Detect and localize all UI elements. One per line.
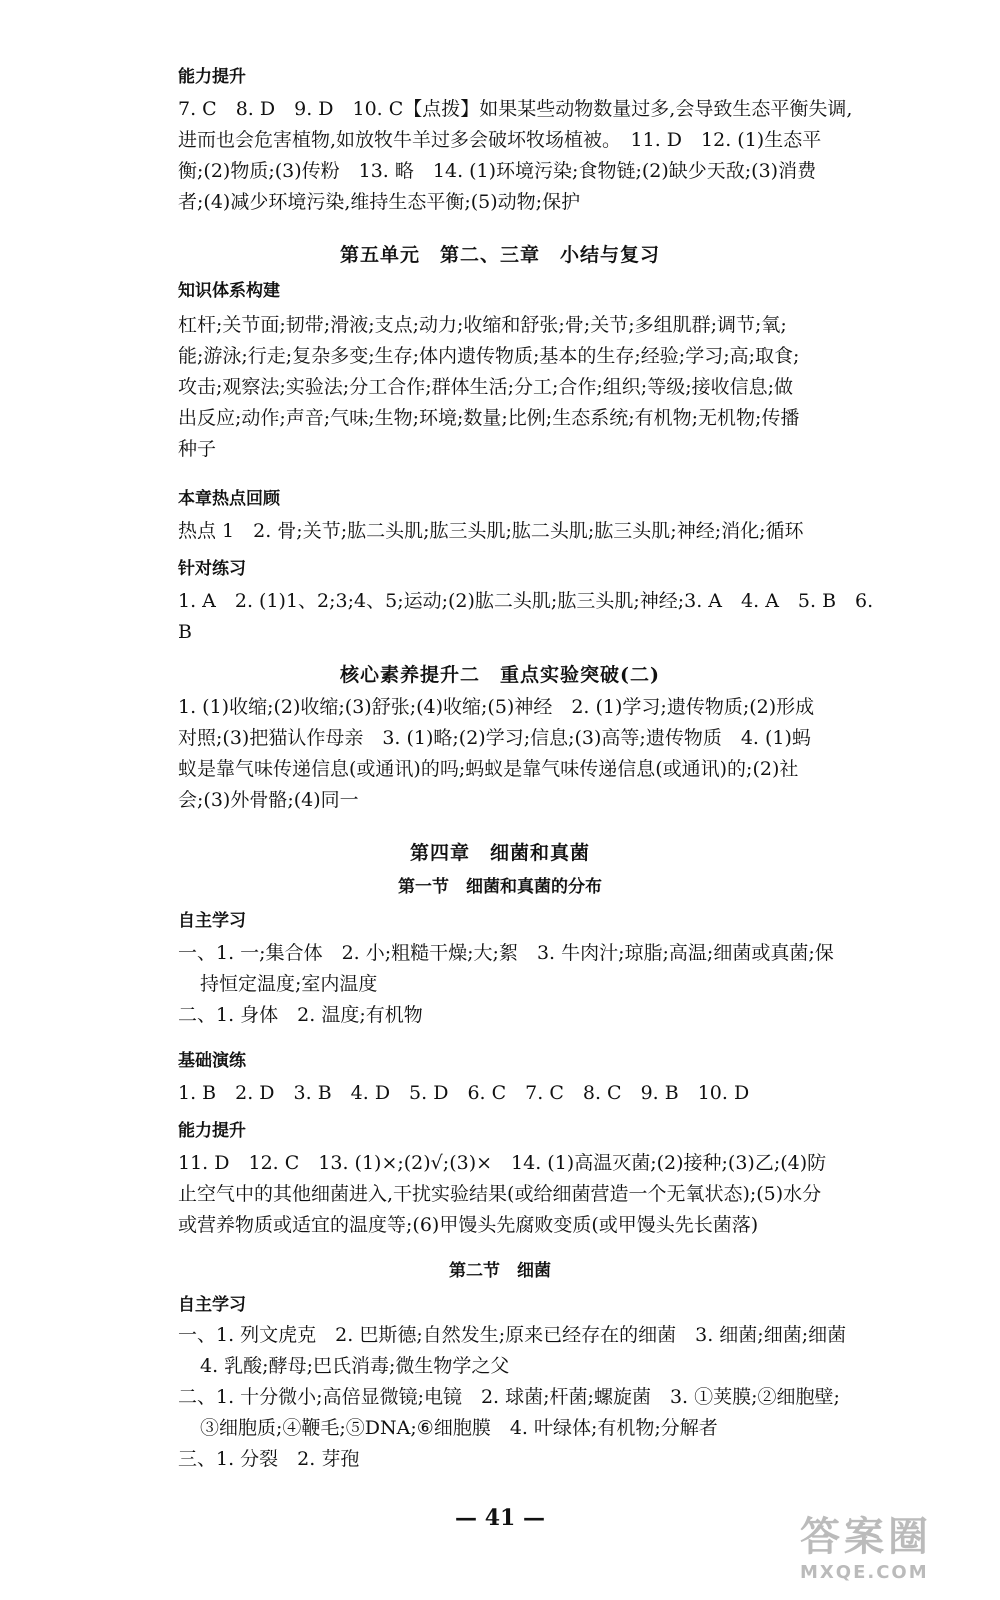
section-heading-self-study-2: 自主学习 xyxy=(178,1295,246,1315)
text-line: 4. 乳酸;酵母;巴氏消毒;微生物学之父 xyxy=(200,1355,510,1377)
text-line: 蚁是靠气味传递信息(或通讯)的吗;蚂蚁是靠气味传递信息(或通讯)的;(2)社 xyxy=(178,758,799,780)
text-line: 对照;(3)把猫认作母亲 3. (1)略;(2)学习;信息;(3)高等;遗传物质 4. (1)蚂 xyxy=(178,727,811,749)
watermark-logo xyxy=(800,1505,970,1595)
section-text-self-study-1 xyxy=(178,938,838,1031)
section-heading-ability-2: 能力提升 xyxy=(178,1121,246,1141)
page-number: — 41 — xyxy=(455,1505,545,1531)
text-line: B xyxy=(178,621,192,643)
text-line: 能;游泳;行走;复杂多变;生存;体内遗传物质;基本的生存;经验;学习;高;取食; xyxy=(178,345,800,367)
section-text-self-study-2 xyxy=(178,1320,847,1475)
text-line: 1. (1)收缩;(2)收缩;(3)舒张;(4)收缩;(5)神经 2. (1)学习;遗传物质;(2)形成 xyxy=(178,696,815,718)
text-line: 1. A 2. (1)1、2;3;4、5;运动;(2)肱二头肌;肱三头肌;神经;3. A 4. A 5. B 6. xyxy=(178,590,874,612)
chapter-title: 第四章 细菌和真菌 xyxy=(409,842,590,864)
text-line: 衡;(2)物质;(3)传粉 13. 略 14. (1)环境污染;食物链;(2)缺少天敌;(3)消费 xyxy=(178,160,817,182)
section-title-1: 第一节 细菌和真菌的分布 xyxy=(398,877,602,897)
text-line: 三、1. 分裂 2. 芽孢 xyxy=(178,1448,360,1470)
unit-title: 第五单元 第二、三章 小结与复习 xyxy=(339,244,660,266)
section-text-hotspot xyxy=(178,516,838,547)
experiment-title: 核心素养提升二 重点实验突破(二) xyxy=(340,664,660,686)
section-heading-self-study-1: 自主学习 xyxy=(178,911,246,931)
text-line: 种子 xyxy=(178,438,217,460)
section-text-practice xyxy=(178,586,874,648)
section-heading-basics: 基础演练 xyxy=(178,1051,246,1071)
text-line: 者;(4)减少环境污染,维持生态平衡;(5)动物;保护 xyxy=(178,191,581,213)
section-text-basics xyxy=(178,1078,838,1109)
section-heading-practice: 针对练习 xyxy=(178,559,246,579)
text-line: 一、1. 列文虎克 2. 巴斯德;自然发生;原来已经存在的细菌 3. 细菌;细菌;细菌 xyxy=(178,1324,847,1346)
text-line: 进而也会危害植物,如放牧牛羊过多会破坏牧场植被。 11. D 12. (1)生态平 xyxy=(178,129,822,151)
text-line: ③细胞质;④鞭毛;⑤DNA;⑥细胞膜 4. 叶绿体;有机物;分解者 xyxy=(200,1417,718,1439)
text-line: 会;(3)外骨骼;(4)同一 xyxy=(178,789,359,811)
section-text-ability-2 xyxy=(178,1148,838,1241)
text-line: 1. B 2. D 3. B 4. D 5. D 6. C 7. C 8. C 9. B 10. D xyxy=(178,1082,750,1104)
text-line: 7. C 8. D 9. D 10. C【点拨】如果某些动物数量过多,会导致生态平衡失调, xyxy=(178,98,853,120)
text-line: 或营养物质或适宜的温度等;(6)甲馒头先腐败变质(或甲馒头先长菌落) xyxy=(178,1214,759,1236)
text-line: 热点 1 2. 骨;关节;肱二头肌;肱三头肌;肱二头肌;肱三头肌;神经;消化;循环 xyxy=(178,520,804,542)
text-line: 出反应;动作;声音;气味;生物;环境;数量;比例;生态系统;有机物;无机物;传播 xyxy=(178,407,800,429)
text-line: 一、1. 一;集合体 2. 小;粗糙干燥;大;絮 3. 牛肉汁;琼脂;高温;细菌或真菌;保 xyxy=(178,942,834,964)
section-text-knowledge xyxy=(178,310,838,465)
text-line: 二、1. 十分微小;高倍显微镜;电镜 2. 球菌;杆菌;螺旋菌 3. ①荚膜;②细胞壁; xyxy=(178,1386,840,1408)
text-line: 11. D 12. C 13. (1)×;(2)√;(3)× 14. (1)高温灭菌;(2)接种;(3)乙;(4)防 xyxy=(178,1152,827,1174)
section-heading-hotspot: 本章热点回顾 xyxy=(178,489,280,509)
text-line: 持恒定温度;室内温度 xyxy=(200,973,378,995)
section-text-ability-1 xyxy=(178,94,853,218)
text-line: 二、1. 身体 2. 温度;有机物 xyxy=(178,1004,423,1026)
section-heading-knowledge: 知识体系构建 xyxy=(178,281,280,301)
text-line: 杠杆;关节面;韧带;滑液;支点;动力;收缩和舒张;骨;关节;多组肌群;调节;氧; xyxy=(178,314,787,336)
section-text-experiment xyxy=(178,692,838,816)
watermark-title: 答案圈 xyxy=(800,1514,932,1560)
text-line: 攻击;观察法;实验法;分工合作;群体生活;分工;合作;组织;等级;接收信息;做 xyxy=(178,376,794,398)
section-heading-ability-1: 能力提升 xyxy=(178,67,246,87)
watermark-url: MXQE.COM xyxy=(800,1562,929,1583)
section-title-2: 第二节 细菌 xyxy=(449,1261,551,1281)
text-line: 止空气中的其他细菌进入,干扰实验结果(或给细菌营造一个无氧状态);(5)水分 xyxy=(178,1183,822,1205)
